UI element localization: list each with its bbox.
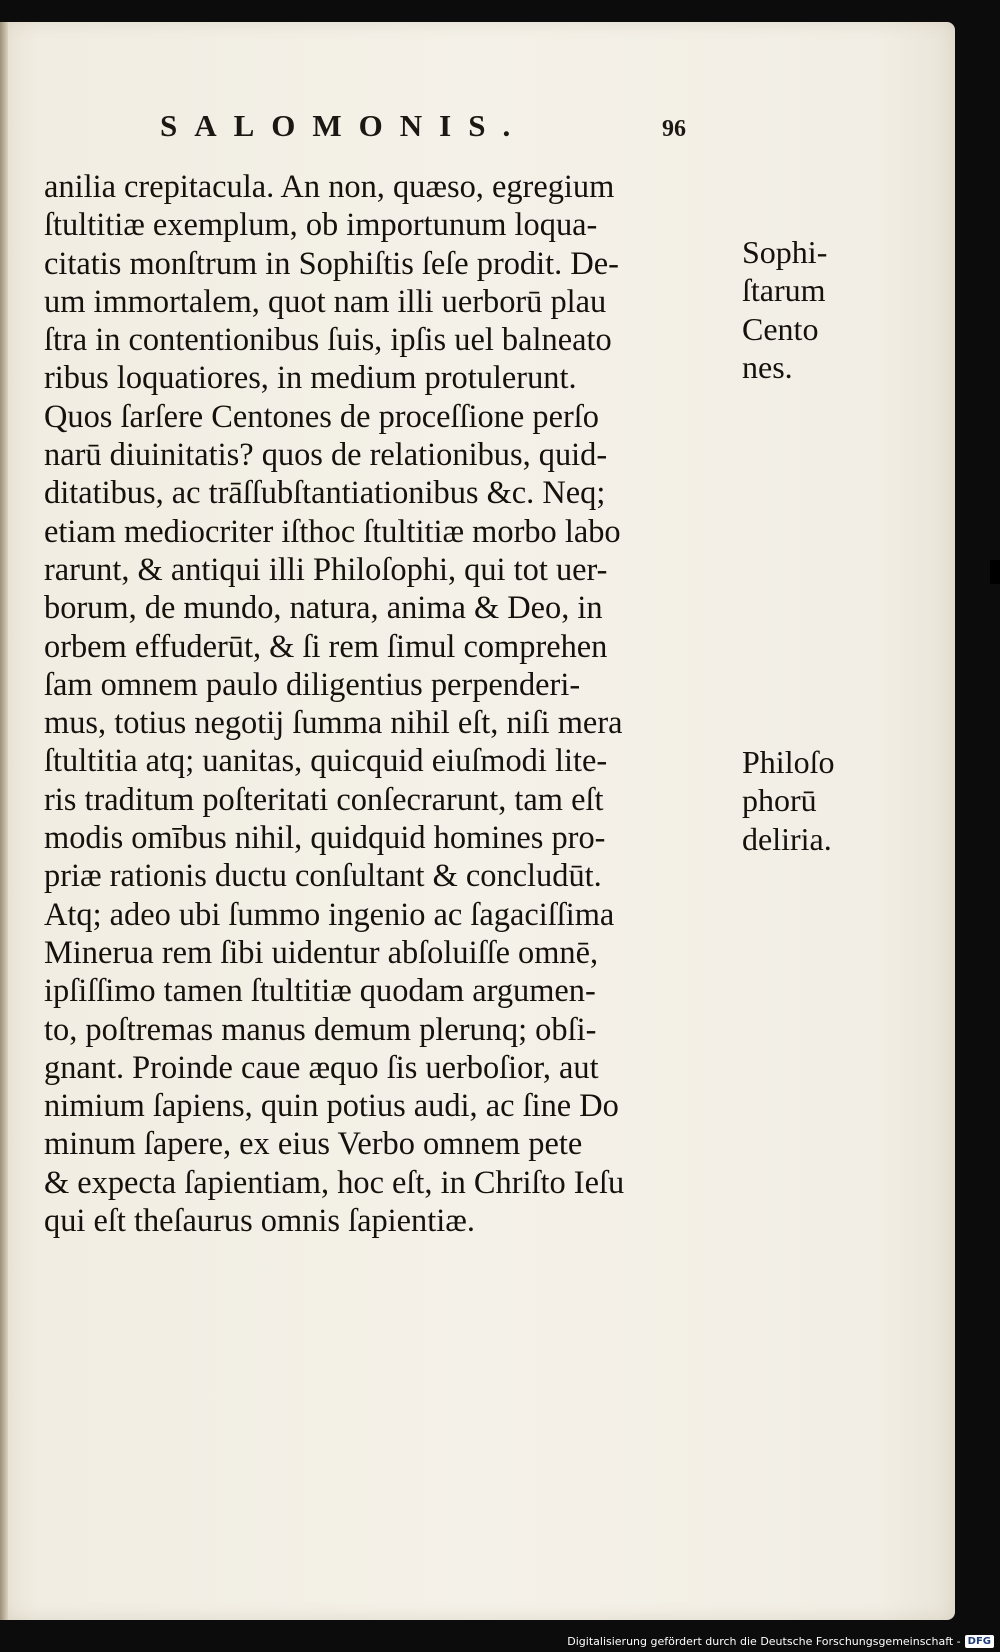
text-line: um immortalem, quot nam illi uerborū plau bbox=[44, 283, 607, 320]
digitization-credit bbox=[567, 1635, 994, 1648]
text-line: rarunt, & antiqui illi Philoſophi, qui tot uer- bbox=[44, 551, 608, 588]
text-line: anilia crepitacula. An non, quæso, egregium bbox=[44, 169, 615, 205]
marginal-line: phorū bbox=[742, 782, 817, 819]
marginal-line: Sophi- bbox=[742, 234, 828, 270]
text-line: Minerua rem ſibi uidentur abſoluiſſe omnē, bbox=[44, 934, 599, 971]
marginal-note-sophistarum bbox=[742, 233, 852, 386]
edge-mark bbox=[990, 560, 1000, 584]
body-text bbox=[44, 168, 734, 1240]
marginal-line: deliria. bbox=[742, 820, 832, 857]
text-line: citatis monſtrum in Sophiſtis ſeſe prodit. De- bbox=[44, 245, 619, 282]
page-number: 96 bbox=[662, 116, 686, 142]
text-line: qui eſt theſaurus omnis ſapientiæ. bbox=[44, 1203, 475, 1240]
text-line: nimium ſapiens, quin potius audi, ac ſine Do bbox=[44, 1088, 619, 1125]
marginal-line: Philoſo bbox=[742, 744, 835, 780]
text-line: & expecta ſapientiam, hoc eſt, in Chriſto Ieſu bbox=[44, 1164, 625, 1201]
marginal-note-philosophorum bbox=[742, 743, 852, 858]
text-line: Atq; adeo ubi ſummo ingenio ac ſagaciſſima bbox=[44, 896, 615, 933]
marginal-line: Cento bbox=[742, 310, 819, 347]
running-head: SALOMONIS. bbox=[160, 108, 528, 143]
text-line: ſtra in contentionibus ſuis, ipſis uel balneato bbox=[44, 322, 612, 359]
text-line: priæ rationis ductu conſultant & concludūt. bbox=[44, 858, 602, 895]
marginal-line: nes. bbox=[742, 348, 793, 385]
page-gutter bbox=[0, 22, 8, 1620]
credit-text: Digitalisierung gefördert durch die Deutsche Forschungsgemeinschaft - bbox=[567, 1635, 961, 1648]
text-line: narū diuinitatis? quos de relationibus, quid- bbox=[44, 437, 608, 474]
text-line: borum, de mundo, natura, anima & Deo, in bbox=[44, 590, 603, 627]
text-line: ribus loquatiores, in medium protulerunt. bbox=[44, 360, 577, 397]
text-line: ſtultitiæ exemplum, ob importunum loqua- bbox=[44, 207, 598, 244]
text-line: Quos ſarſere Centones de proceſſione perſo bbox=[44, 398, 599, 435]
text-line: ditatibus, ac trāſſubſtantiationibus &c. Neq; bbox=[44, 475, 606, 512]
text-line: to, poſtremas manus demum plerunq; obſi- bbox=[44, 1011, 597, 1048]
dfg-logo: DFG bbox=[965, 1635, 994, 1648]
text-line: etiam mediocriter iſthoc ſtultitiæ morbo labo bbox=[44, 513, 621, 550]
text-line: ſam omnem paulo diligentius perpenderi- bbox=[44, 666, 581, 703]
text-line: gnant. Proinde caue æquo ſis uerboſior, aut bbox=[44, 1049, 599, 1086]
text-line: ipſiſſimo tamen ſtultitiæ quodam argumen- bbox=[44, 973, 596, 1010]
text-line: ſtultitia atq; uanitas, quicquid eiuſmodi lite- bbox=[44, 743, 608, 780]
marginal-line: ſtarum bbox=[742, 272, 826, 309]
text-line: minum ſapere, ex eius Verbo omnem pete bbox=[44, 1126, 583, 1163]
text-line: orbem effuderūt, & ſi rem ſimul comprehen bbox=[44, 628, 608, 665]
text-line: ris traditum poſteritati conſecrarunt, tam eſt bbox=[44, 781, 604, 818]
text-line: modis omībus nihil, quidquid homines pro- bbox=[44, 820, 606, 857]
text-line: mus, totius negotij ſumma nihil eſt, niſi mera bbox=[44, 705, 623, 742]
